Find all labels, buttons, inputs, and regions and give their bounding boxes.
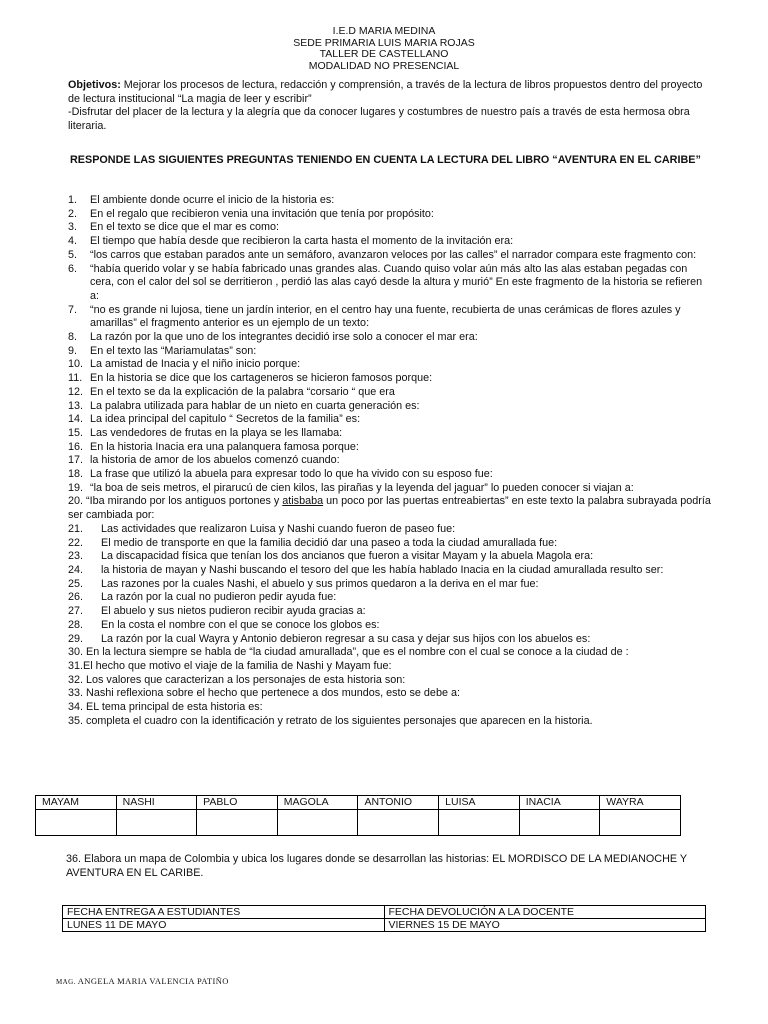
modality: MODALIDAD NO PRESENCIAL (308, 59, 460, 72)
answer-cell[interactable] (439, 810, 520, 836)
question-item: 25. Las razones por la cuales Nashi, el abuelo y sus primos quedaron a la deriva en el mar fue: (68, 577, 539, 590)
question-item: 7. “no es grande ni lujosa, tiene un jardín interior, en el centro hay una fuente, recubierta de unas cerámicas de flores azules y amarillas” el fragmento anterior es un ejemplo de un texto: (68, 303, 681, 330)
question-item: 11. En la historia se dice que los cartageneros se hicieron famosos porque: (68, 372, 433, 385)
question-item: 9. En el texto las “Mariamulatas” son: (68, 344, 257, 357)
question-item: 26. La razón por la cual no pudieron pedir ayuda fue: (68, 591, 337, 604)
teacher-signature (56, 976, 229, 986)
character-cell: LUISA (439, 796, 520, 810)
characters-header-row (36, 796, 681, 810)
question-item: 19. “la boa de seis metros, el pirarucú de cien kilos, las pirañas y la leyenda del jaguar” lo pueden conocer si viajan a: (68, 481, 634, 494)
character-cell: NASHI (116, 796, 197, 810)
question-item: 14. La idea principal del capitulo “ Secretos de la familia” es: (68, 413, 361, 426)
question-item: 17. la historia de amor de los abuelos comenzó cuando: (68, 454, 340, 467)
campus-name: SEDE PRIMARIA LUIS MARIA ROJAS (293, 36, 475, 49)
question-item: 16. En la historia Inacia era una palanquera famosa porque: (68, 440, 359, 453)
answer-cell[interactable] (36, 810, 117, 836)
character-cell: ANTONIO (358, 796, 439, 810)
answer-cell[interactable] (116, 810, 197, 836)
school-name: I.E.D MARIA MEDINA (332, 25, 436, 37)
dates-header-row (63, 906, 706, 919)
question-item: 35. completa el cuadro con la identificación y retrato de los siguientes personajes que aparecen en la historia. (68, 714, 593, 727)
question-list (68, 194, 712, 728)
question-item: 15. Las vendedores de frutas en la playa se les llamaba: (68, 426, 343, 439)
question-item: 20. “Iba mirando por los antiguos portones y atisbaba un poco por las puertas entreabiertas” en este texto la palabra subrayada podría ser cambiada por: (68, 495, 711, 522)
return-date-header: FECHA DEVOLUCIÓN A LA DOCENTE (384, 906, 706, 919)
question-item: 23. La discapacidad física que tenían los dos ancianos que fueron a visitar Mayam y la abuela Magola era: (68, 550, 594, 563)
question-item: 29. La razón por la cual Wayra y Antonio debieron regresar a su casa y dejar sus hijos con los abuelos es: (68, 632, 591, 645)
question-item: 31.El hecho que motivo el viaje de la familia de Nashi y Mayam fue: (68, 659, 392, 672)
question-item: 8. La razón por la que uno de los integrantes decidió irse solo a conocer el mar era: (68, 331, 478, 344)
underlined-word: atisbaba (282, 495, 324, 508)
question-item: 1. El ambiente donde ocurre el inicio de la historia es: (68, 194, 335, 206)
question-item: 13. La palabra utilizada para hablar de un nieto en cuarta generación es: (68, 399, 420, 412)
characters-table (35, 795, 681, 836)
question-item: 34. EL tema principal de esta historia es: (68, 701, 263, 714)
delivery-date-header: FECHA ENTREGA A ESTUDIANTES (63, 906, 385, 919)
question-item: 33. Nashi reflexiona sobre el hecho que pertenece a dos mundos, esto se debe a: (68, 687, 460, 700)
answer-cell[interactable] (358, 810, 439, 836)
question-36: 36. Elabora un mapa de Colombia y ubica los lugares donde se desarrollan las historias: EL MORDISCO DE LA MEDIANOCHE Y AVENTURA EN EL CARIBE. (66, 853, 687, 879)
document-header (0, 26, 768, 72)
character-cell: INACIA (519, 796, 600, 810)
question-item: 5. “los carros que estaban parados ante un semáforo, avanzaron veloces por las calles” el narrador compara este fragmento con: (68, 248, 697, 261)
question-item: 27. El abuelo y sus nietos pudieron recibir ayuda gracias a: (68, 605, 366, 618)
character-cell: MAGOLA (277, 796, 358, 810)
answer-cell[interactable] (600, 810, 681, 836)
question-item: 2. En el regalo que recibieron venia una invitación que tenía por propósito: (68, 207, 434, 220)
question-item: 4. El tiempo que había desde que recibieron la carta hasta el momento de la invitación era: (68, 235, 514, 248)
question-item: 12. En el texto se da la explicación de la palabra “corsario “ que era (68, 385, 395, 398)
question-item: 21. Las actividades que realizaron Luisa y Nashi cuando fueron de paseo fue: (68, 522, 456, 535)
return-date: VIERNES 15 DE MAYO (384, 919, 706, 932)
question-item: 6. “había querido volar y se había fabricado unas grandes alas. Cuando quiso volar aún más alto las alas estaban pegadas con cera, con el calor del sol se derritieron , perdió las alas cayó desde la altura y murió” En este fragmento de la historia se refieren a: (68, 262, 703, 302)
delivery-date: LUNES 11 DE MAYO (63, 919, 385, 932)
answer-cell[interactable] (519, 810, 600, 836)
title-prefix: MAG. (56, 978, 76, 986)
objective-1: Mejorar los procesos de lectura, redacción y comprensión, a través de la lectura de libros propuestos dentro del proyecto de lectura institucional “La magia de leer y escribir” (68, 79, 703, 105)
question-item: 22. El medio de transporte en que la familia decidió dar una paseo a toda la ciudad amurallada fue: (68, 536, 558, 549)
instruction-title: RESPONDE LAS SIGUIENTES PREGUNTAS TENIENDO EN CUENTA LA LECTURA DEL LIBRO “AVENTURA EN EL CARIBE” (70, 154, 701, 166)
dates-table (62, 905, 706, 932)
answer-cell[interactable] (197, 810, 278, 836)
question-item: 32. Los valores que caracterizan a los personajes de esta historia son: (68, 673, 406, 686)
question-item: 10. La amistad de Inacia y el niño inicio porque: (68, 358, 301, 371)
question-item: 28. En la costa el nombre con el que se conoce los globos es: (68, 618, 380, 631)
objective-2: -Disfrutar del placer de la lectura y la alegría que da conocer lugares y costumbres de nuestro país a través de esta hermosa obra literaria. (68, 106, 690, 132)
answer-cell[interactable] (277, 810, 358, 836)
question-item: 30. En la lectura siempre se habla de “la ciudad amurallada”, que es el nombre con el cual se conoce a la ciudad de : (68, 646, 629, 659)
workshop-name: TALLER DE CASTELLANO (319, 48, 449, 60)
character-cell: PABLO (197, 796, 278, 810)
dates-value-row (63, 919, 706, 932)
objectives-label: Objetivos: (68, 79, 121, 91)
character-cell: WAYRA (600, 796, 681, 810)
characters-answer-row (36, 810, 681, 836)
teacher-name: ANGELA MARIA VALENCIA PATIÑO (75, 976, 229, 986)
objectives (68, 79, 708, 133)
question-item: 3. En el texto se dice que el mar es como: (68, 221, 280, 234)
question-item: 24. la historia de mayan y Nashi buscando el tesoro del que les había hablado Inacia en la ciudad amurallada resulto ser: (68, 563, 664, 576)
character-cell: MAYAM (36, 796, 117, 810)
question-item: 18. La frase que utilizó la abuela para expresar todo lo que ha vivido con su esposo fue: (68, 468, 493, 481)
